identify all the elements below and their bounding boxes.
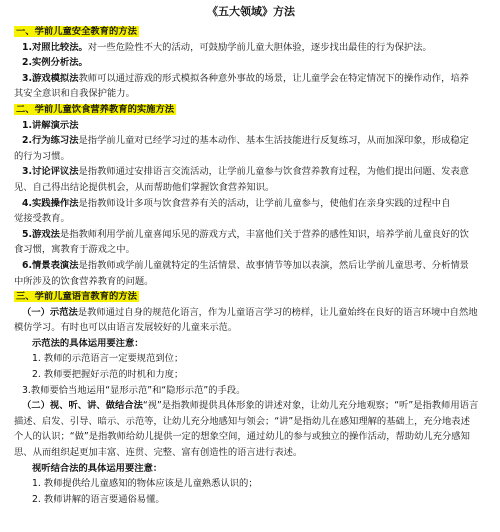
heading-highlight: 二、学前儿童饮食营养教育的实施方法: [16, 103, 175, 115]
method-text: 是指学前儿童对已经学习过的基本动作、基本生活技能进行反复练习，从而加深印象，形成稳定: [78, 135, 469, 147]
paragraph: [14, 71, 488, 87]
method-term: 3.游戏模拟法: [22, 72, 79, 84]
paragraph-continuation: 其安全意识和自我保护能力。: [14, 88, 135, 100]
method-text: 是指教师或学前儿童就特定的生活情景、故事情节等加以表演，然后让学前儿童思考、分析情景: [78, 259, 469, 271]
paragraph-continuation: 的行为习惯。: [14, 150, 70, 162]
method-term: （一）示范法: [22, 306, 78, 318]
method-text: 是指教师通过安排语言交流活动，让学前儿童参与饮食营养教育过程，为他们提出问题、发表意: [78, 166, 469, 178]
list-item: 2. 教师要把握好示范的时机和力度；: [32, 369, 184, 381]
paragraph: [14, 118, 488, 134]
method-term: 6.情景表演法: [22, 259, 79, 271]
paragraph: [14, 164, 488, 180]
method-term: 4.实践操作法: [22, 197, 79, 209]
paragraph-continuation: 中所涉及的饮食营养教育的问题。: [14, 275, 154, 287]
heading-highlight: 一、学前儿童安全教育的方法: [16, 26, 137, 37]
paragraph: [14, 133, 488, 149]
subheading: 示范法的具体运用要注意：: [32, 337, 144, 349]
paragraph: [14, 55, 488, 71]
method-term: 2.行为练习法: [22, 135, 79, 147]
list-item: 3.教师要恰当地运用“显形示范”和“隐形示范”的手段。: [22, 384, 246, 396]
method-term: （二）视、听、讲、做结合法: [22, 400, 143, 412]
method-term: 2.实例分析法。: [22, 57, 88, 69]
method-text: 是教师通过自身的规范化语言，作为儿童语言学习的榜样，让儿童始终在良好的语言环境中自然地: [77, 306, 478, 318]
method-term: 3.讨论评议法: [22, 166, 79, 178]
list-item: 2. 教师讲解的语言要通俗易懂。: [32, 493, 165, 505]
paragraph-continuation: 思、从而组织起更加丰富、连贯、完整、富有创造性的语言进行表述。: [14, 447, 303, 459]
method-text: 是指教师设计多项与饮食营养有关的活动，让学前儿童参与，使他们在亲身实践的过程中自: [78, 197, 451, 209]
section-heading-nutrition: [14, 102, 488, 118]
method-term: 5.游戏法: [22, 228, 60, 240]
paragraph-continuation: 个人的认识；“做”是指教师给幼儿提供一定的想象空间，通过幼儿的参与或独立的操作活动，帮助幼儿充分感知: [14, 431, 470, 443]
section-heading-language: [14, 289, 488, 305]
paragraph-continuation: 模仿学习。有时也可以由语言发展较好的儿童来示范。: [14, 322, 238, 334]
section-heading-safety: [14, 24, 488, 40]
method-term: 1.对照比较法。: [22, 41, 88, 53]
paragraph-continuation: 描述、启发、引导、暗示、示范等，让幼儿充分地感知与领会；“讲”是指幼儿在感知理解的基础上，充分地表述: [14, 415, 470, 427]
subheading: 视听结合法的具体运用要注意：: [32, 462, 163, 474]
method-text: 对一些危险性不大的活动，可鼓励学前儿童大胆体验，逐步找出最佳的行为保护法。: [87, 41, 432, 53]
method-text: 是指教师利用学前儿童喜闻乐见的游戏方式，丰富他们关于营养的感性知识，培养学前儿童良好的饮: [59, 228, 469, 240]
list-item: 1. 教师的示范语言一定要规范到位；: [32, 353, 184, 365]
method-term: 1.讲解演示法: [22, 119, 79, 131]
paragraph: [14, 40, 488, 56]
paragraph: [14, 196, 488, 212]
paragraph-continuation: 食习惯，寓教育于游戏之中。: [14, 244, 135, 256]
paragraph-continuation: 见、自己得出结论提供机会，从而帮助他们掌握饮食营养知识。: [14, 181, 275, 193]
paragraph: [14, 305, 488, 321]
method-text: 教师可以通过游戏的形式模拟各种意外事故的场景，让儿童学会在特定情况下的操作动作，培养: [78, 72, 469, 84]
heading-highlight: 三、学前儿童语言教育的方法: [16, 291, 137, 303]
list-item: 1. 教师提供给儿童感知的物体应该是儿童熟悉认识的；: [32, 478, 258, 490]
paragraph-continuation: 觉接受教育。: [14, 213, 70, 225]
paragraph: [14, 398, 488, 414]
paragraph: [14, 258, 488, 274]
paragraph: [14, 227, 488, 243]
document-title: 《五大领域》方法: [207, 5, 295, 18]
method-text: “视”是指教师提供具体形象的讲述对象，让幼儿充分地观察；“听”是指教师用语言: [142, 400, 479, 412]
